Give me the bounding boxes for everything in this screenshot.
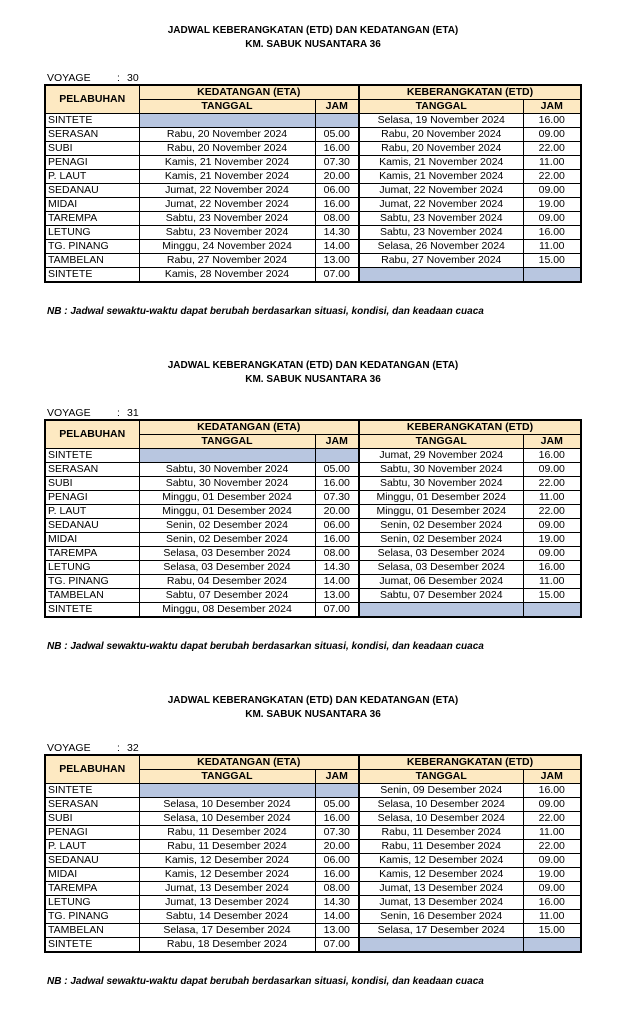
etd-date-cell: Selasa, 10 Desember 2024: [359, 812, 523, 826]
eta-date-cell: Sabtu, 30 November 2024: [139, 477, 315, 491]
eta-time-cell: 14.30: [315, 896, 359, 910]
etd-date-cell: Jumat, 13 Desember 2024: [359, 896, 523, 910]
etd-date-cell: Kamis, 21 November 2024: [359, 170, 523, 184]
etd-time-cell: 11.00: [523, 910, 581, 924]
port-cell: TG. PINANG: [45, 910, 139, 924]
port-cell: TAREMPA: [45, 212, 139, 226]
etd-time-cell: 09.00: [523, 547, 581, 561]
title-line-1: JADWAL KEBERANGKATAN (ETD) DAN KEDATANGAN (ETA): [167, 360, 459, 371]
etd-date-cell: Jumat, 06 Desember 2024: [359, 575, 523, 589]
eta-date-cell: Rabu, 11 Desember 2024: [139, 840, 315, 854]
eta-date-cell: Sabtu, 14 Desember 2024: [139, 910, 315, 924]
etd-date-cell: Jumat, 13 Desember 2024: [359, 882, 523, 896]
voyage-line: [47, 407, 139, 419]
port-cell: SUBI: [45, 142, 139, 156]
etd-time-cell: 09.00: [523, 184, 581, 198]
header-etd-date: TANGGAL: [359, 770, 523, 784]
etd-time-cell: 09.00: [523, 212, 581, 226]
table-row: [45, 826, 581, 840]
etd-time-cell: 09.00: [523, 463, 581, 477]
eta-date-cell: Kamis, 21 November 2024: [139, 156, 315, 170]
eta-date-cell: Rabu, 20 November 2024: [139, 128, 315, 142]
eta-date-cell: Sabtu, 23 November 2024: [139, 212, 315, 226]
header-port: PELABUHAN: [45, 420, 139, 449]
eta-time-cell: 16.00: [315, 812, 359, 826]
title-line-2: KM. SABUK NUSANTARA 36: [245, 709, 381, 720]
table-row: [45, 519, 581, 533]
port-cell: SEDANAU: [45, 184, 139, 198]
voyage-colon: :: [117, 72, 120, 84]
etd-time-cell: [523, 938, 581, 953]
eta-date-cell: Rabu, 18 Desember 2024: [139, 938, 315, 953]
etd-date-cell: [359, 268, 523, 283]
port-cell: TAMBELAN: [45, 924, 139, 938]
table-row: [45, 533, 581, 547]
etd-date-cell: Selasa, 03 Desember 2024: [359, 547, 523, 561]
table-row: [45, 463, 581, 477]
etd-date-cell: Senin, 09 Desember 2024: [359, 784, 523, 798]
header-etd-date: TANGGAL: [359, 100, 523, 114]
eta-time-cell: 14.00: [315, 575, 359, 589]
port-cell: SERASAN: [45, 798, 139, 812]
eta-date-cell: Kamis, 28 November 2024: [139, 268, 315, 283]
eta-time-cell: 07.00: [315, 603, 359, 618]
eta-time-cell: 08.00: [315, 547, 359, 561]
voyage-number: 30: [127, 72, 139, 84]
etd-time-cell: 16.00: [523, 114, 581, 128]
voyage-label: VOYAGE: [47, 742, 91, 754]
eta-date-cell: Minggu, 24 November 2024: [139, 240, 315, 254]
etd-date-cell: Senin, 16 Desember 2024: [359, 910, 523, 924]
title-line-1: JADWAL KEBERANGKATAN (ETD) DAN KEDATANGAN (ETA): [167, 25, 459, 36]
schedule-rows: [45, 114, 581, 283]
etd-time-cell: 22.00: [523, 812, 581, 826]
table-row: [45, 226, 581, 240]
etd-date-cell: Sabtu, 23 November 2024: [359, 226, 523, 240]
etd-date-cell: Jumat, 22 November 2024: [359, 184, 523, 198]
voyage-line: [47, 742, 139, 754]
table-row: [45, 924, 581, 938]
schedule-note: NB : Jadwal sewaktu-waktu dapat berubah berdasarkan situasi, kondisi, dan keadaan cuaca: [47, 306, 484, 317]
port-cell: LETUNG: [45, 896, 139, 910]
eta-time-cell: 16.00: [315, 533, 359, 547]
eta-date-cell: Jumat, 22 November 2024: [139, 198, 315, 212]
etd-time-cell: 15.00: [523, 589, 581, 603]
port-cell: SUBI: [45, 812, 139, 826]
etd-time-cell: 16.00: [523, 896, 581, 910]
eta-date-cell: Jumat, 13 Desember 2024: [139, 896, 315, 910]
eta-time-cell: 16.00: [315, 477, 359, 491]
table-row: [45, 170, 581, 184]
header-eta-date: TANGGAL: [139, 435, 315, 449]
port-cell: SEDANAU: [45, 519, 139, 533]
eta-date-cell: Kamis, 21 November 2024: [139, 170, 315, 184]
eta-date-cell: Selasa, 10 Desember 2024: [139, 798, 315, 812]
voyage-label: VOYAGE: [47, 72, 91, 84]
schedule-table: [44, 754, 582, 953]
port-cell: SUBI: [45, 477, 139, 491]
etd-time-cell: 09.00: [523, 128, 581, 142]
etd-date-cell: Rabu, 20 November 2024: [359, 142, 523, 156]
eta-time-cell: 06.00: [315, 519, 359, 533]
etd-date-cell: Sabtu, 30 November 2024: [359, 477, 523, 491]
header-eta-time: JAM: [315, 100, 359, 114]
table-row: [45, 798, 581, 812]
eta-date-cell: Kamis, 12 Desember 2024: [139, 868, 315, 882]
eta-time-cell: 13.00: [315, 254, 359, 268]
etd-date-cell: Sabtu, 30 November 2024: [359, 463, 523, 477]
port-cell: TAMBELAN: [45, 589, 139, 603]
header-eta-date: TANGGAL: [139, 100, 315, 114]
eta-time-cell: 16.00: [315, 198, 359, 212]
eta-time-cell: 20.00: [315, 505, 359, 519]
eta-time-cell: 14.00: [315, 240, 359, 254]
etd-date-cell: Rabu, 11 Desember 2024: [359, 840, 523, 854]
eta-time-cell: 05.00: [315, 463, 359, 477]
table-row: [45, 268, 581, 283]
header-eta-time: JAM: [315, 770, 359, 784]
table-row: [45, 184, 581, 198]
etd-time-cell: 16.00: [523, 784, 581, 798]
etd-time-cell: 09.00: [523, 798, 581, 812]
header-eta: KEDATANGAN (ETA): [139, 755, 359, 770]
etd-date-cell: [359, 603, 523, 618]
port-cell: SINTETE: [45, 938, 139, 953]
port-cell: TAREMPA: [45, 882, 139, 896]
table-row: [45, 603, 581, 618]
table-row: [45, 910, 581, 924]
etd-time-cell: 15.00: [523, 924, 581, 938]
voyage-number: 31: [127, 407, 139, 419]
etd-date-cell: Minggu, 01 Desember 2024: [359, 505, 523, 519]
port-cell: SINTETE: [45, 268, 139, 283]
table-row: [45, 547, 581, 561]
port-cell: MIDAI: [45, 533, 139, 547]
eta-time-cell: 05.00: [315, 798, 359, 812]
header-port: PELABUHAN: [45, 755, 139, 784]
voyage-label: VOYAGE: [47, 407, 91, 419]
table-row: [45, 812, 581, 826]
port-cell: SINTETE: [45, 114, 139, 128]
port-cell: PENAGI: [45, 156, 139, 170]
table-row: [45, 840, 581, 854]
header-etd-time: JAM: [523, 100, 581, 114]
schedule-rows: [45, 784, 581, 953]
etd-date-cell: Selasa, 10 Desember 2024: [359, 798, 523, 812]
header-etd: KEBERANGKATAN (ETD): [359, 85, 581, 100]
table-row: [45, 254, 581, 268]
schedule-note: NB : Jadwal sewaktu-waktu dapat berubah berdasarkan situasi, kondisi, dan keadaan cuaca: [47, 641, 484, 652]
header-eta-date: TANGGAL: [139, 770, 315, 784]
port-cell: P. LAUT: [45, 840, 139, 854]
etd-time-cell: 15.00: [523, 254, 581, 268]
title-line-2: KM. SABUK NUSANTARA 36: [245, 374, 381, 385]
etd-time-cell: 16.00: [523, 449, 581, 463]
table-row: [45, 868, 581, 882]
eta-date-cell: Minggu, 01 Desember 2024: [139, 505, 315, 519]
schedule-note: NB : Jadwal sewaktu-waktu dapat berubah berdasarkan situasi, kondisi, dan keadaan cuaca: [47, 976, 484, 987]
eta-date-cell: Selasa, 10 Desember 2024: [139, 812, 315, 826]
table-row: [45, 854, 581, 868]
eta-date-cell: Senin, 02 Desember 2024: [139, 519, 315, 533]
voyage-colon: :: [117, 407, 120, 419]
eta-time-cell: 13.00: [315, 924, 359, 938]
eta-date-cell: Senin, 02 Desember 2024: [139, 533, 315, 547]
etd-time-cell: 19.00: [523, 533, 581, 547]
etd-time-cell: 19.00: [523, 868, 581, 882]
eta-time-cell: 06.00: [315, 854, 359, 868]
table-row: [45, 938, 581, 953]
eta-time-cell: 14.30: [315, 561, 359, 575]
table-row: [45, 477, 581, 491]
schedule-title: [0, 24, 626, 52]
table-row: [45, 575, 581, 589]
etd-date-cell: Minggu, 01 Desember 2024: [359, 491, 523, 505]
etd-date-cell: Selasa, 19 November 2024: [359, 114, 523, 128]
port-cell: TAREMPA: [45, 547, 139, 561]
etd-date-cell: Jumat, 22 November 2024: [359, 198, 523, 212]
eta-time-cell: [315, 449, 359, 463]
eta-time-cell: 20.00: [315, 170, 359, 184]
header-eta-time: JAM: [315, 435, 359, 449]
etd-time-cell: 11.00: [523, 240, 581, 254]
table-row: [45, 561, 581, 575]
etd-date-cell: Rabu, 20 November 2024: [359, 128, 523, 142]
eta-date-cell: Selasa, 03 Desember 2024: [139, 547, 315, 561]
schedule-table: [44, 419, 582, 618]
eta-time-cell: [315, 114, 359, 128]
eta-date-cell: Selasa, 17 Desember 2024: [139, 924, 315, 938]
eta-date-cell: Jumat, 13 Desember 2024: [139, 882, 315, 896]
port-cell: LETUNG: [45, 226, 139, 240]
header-etd: KEBERANGKATAN (ETD): [359, 755, 581, 770]
etd-time-cell: 22.00: [523, 142, 581, 156]
table-row: [45, 156, 581, 170]
port-cell: MIDAI: [45, 868, 139, 882]
eta-date-cell: Jumat, 22 November 2024: [139, 184, 315, 198]
port-cell: SERASAN: [45, 128, 139, 142]
etd-time-cell: 11.00: [523, 575, 581, 589]
table-row: [45, 449, 581, 463]
etd-time-cell: 11.00: [523, 156, 581, 170]
etd-date-cell: [359, 938, 523, 953]
table-row: [45, 128, 581, 142]
eta-date-cell: [139, 449, 315, 463]
port-cell: PENAGI: [45, 491, 139, 505]
port-cell: SINTETE: [45, 449, 139, 463]
title-line-1: JADWAL KEBERANGKATAN (ETD) DAN KEDATANGAN (ETA): [167, 695, 459, 706]
eta-time-cell: 14.30: [315, 226, 359, 240]
etd-time-cell: 16.00: [523, 226, 581, 240]
eta-date-cell: Sabtu, 07 Desember 2024: [139, 589, 315, 603]
port-cell: P. LAUT: [45, 170, 139, 184]
title-line-2: KM. SABUK NUSANTARA 36: [245, 39, 381, 50]
port-cell: SEDANAU: [45, 854, 139, 868]
etd-date-cell: Jumat, 29 November 2024: [359, 449, 523, 463]
voyage-number: 32: [127, 742, 139, 754]
etd-time-cell: 11.00: [523, 491, 581, 505]
etd-date-cell: Sabtu, 07 Desember 2024: [359, 589, 523, 603]
etd-time-cell: 22.00: [523, 505, 581, 519]
table-row: [45, 882, 581, 896]
table-row: [45, 198, 581, 212]
table-row: [45, 212, 581, 226]
table-row: [45, 142, 581, 156]
port-cell: TG. PINANG: [45, 240, 139, 254]
eta-time-cell: 08.00: [315, 212, 359, 226]
port-cell: SERASAN: [45, 463, 139, 477]
etd-date-cell: Kamis, 12 Desember 2024: [359, 868, 523, 882]
schedule-table: [44, 84, 582, 283]
voyage-line: [47, 72, 139, 84]
eta-date-cell: Sabtu, 30 November 2024: [139, 463, 315, 477]
etd-date-cell: Selasa, 03 Desember 2024: [359, 561, 523, 575]
eta-date-cell: Sabtu, 23 November 2024: [139, 226, 315, 240]
eta-date-cell: Minggu, 01 Desember 2024: [139, 491, 315, 505]
table-row: [45, 589, 581, 603]
eta-date-cell: Selasa, 03 Desember 2024: [139, 561, 315, 575]
etd-time-cell: 09.00: [523, 854, 581, 868]
port-cell: P. LAUT: [45, 505, 139, 519]
etd-date-cell: Selasa, 26 November 2024: [359, 240, 523, 254]
etd-time-cell: 19.00: [523, 198, 581, 212]
etd-time-cell: 22.00: [523, 477, 581, 491]
schedule-rows: [45, 449, 581, 618]
schedule-title: [0, 359, 626, 387]
eta-time-cell: 08.00: [315, 882, 359, 896]
table-row: [45, 491, 581, 505]
eta-date-cell: Rabu, 27 November 2024: [139, 254, 315, 268]
table-row: [45, 784, 581, 798]
eta-time-cell: 13.00: [315, 589, 359, 603]
eta-date-cell: [139, 114, 315, 128]
etd-time-cell: 22.00: [523, 170, 581, 184]
eta-time-cell: 05.00: [315, 128, 359, 142]
eta-date-cell: Minggu, 08 Desember 2024: [139, 603, 315, 618]
port-cell: MIDAI: [45, 198, 139, 212]
header-etd: KEBERANGKATAN (ETD): [359, 420, 581, 435]
table-row: [45, 896, 581, 910]
port-cell: TG. PINANG: [45, 575, 139, 589]
eta-date-cell: Kamis, 12 Desember 2024: [139, 854, 315, 868]
header-etd-time: JAM: [523, 770, 581, 784]
schedule-title: [0, 694, 626, 722]
etd-time-cell: 11.00: [523, 826, 581, 840]
header-port: PELABUHAN: [45, 85, 139, 114]
etd-time-cell: [523, 268, 581, 283]
etd-date-cell: Sabtu, 23 November 2024: [359, 212, 523, 226]
etd-date-cell: Rabu, 27 November 2024: [359, 254, 523, 268]
etd-date-cell: Rabu, 11 Desember 2024: [359, 826, 523, 840]
eta-time-cell: 16.00: [315, 142, 359, 156]
eta-time-cell: 07.30: [315, 826, 359, 840]
eta-date-cell: Rabu, 20 November 2024: [139, 142, 315, 156]
etd-date-cell: Senin, 02 Desember 2024: [359, 533, 523, 547]
port-cell: LETUNG: [45, 561, 139, 575]
etd-time-cell: 16.00: [523, 561, 581, 575]
header-etd-date: TANGGAL: [359, 435, 523, 449]
port-cell: SINTETE: [45, 603, 139, 618]
eta-time-cell: 06.00: [315, 184, 359, 198]
eta-time-cell: 07.30: [315, 491, 359, 505]
eta-time-cell: 20.00: [315, 840, 359, 854]
etd-time-cell: 09.00: [523, 882, 581, 896]
etd-date-cell: Kamis, 21 November 2024: [359, 156, 523, 170]
eta-date-cell: [139, 784, 315, 798]
header-eta: KEDATANGAN (ETA): [139, 420, 359, 435]
etd-time-cell: [523, 603, 581, 618]
port-cell: SINTETE: [45, 784, 139, 798]
etd-date-cell: Senin, 02 Desember 2024: [359, 519, 523, 533]
eta-time-cell: 14.00: [315, 910, 359, 924]
table-row: [45, 240, 581, 254]
port-cell: PENAGI: [45, 826, 139, 840]
eta-time-cell: 07.00: [315, 938, 359, 953]
etd-time-cell: 09.00: [523, 519, 581, 533]
header-eta: KEDATANGAN (ETA): [139, 85, 359, 100]
table-row: [45, 114, 581, 128]
eta-date-cell: Rabu, 11 Desember 2024: [139, 826, 315, 840]
table-row: [45, 505, 581, 519]
voyage-colon: :: [117, 742, 120, 754]
header-etd-time: JAM: [523, 435, 581, 449]
etd-date-cell: Selasa, 17 Desember 2024: [359, 924, 523, 938]
eta-time-cell: [315, 784, 359, 798]
eta-time-cell: 07.00: [315, 268, 359, 283]
etd-date-cell: Kamis, 12 Desember 2024: [359, 854, 523, 868]
etd-time-cell: 22.00: [523, 840, 581, 854]
eta-time-cell: 07.30: [315, 156, 359, 170]
port-cell: TAMBELAN: [45, 254, 139, 268]
eta-date-cell: Rabu, 04 Desember 2024: [139, 575, 315, 589]
eta-time-cell: 16.00: [315, 868, 359, 882]
